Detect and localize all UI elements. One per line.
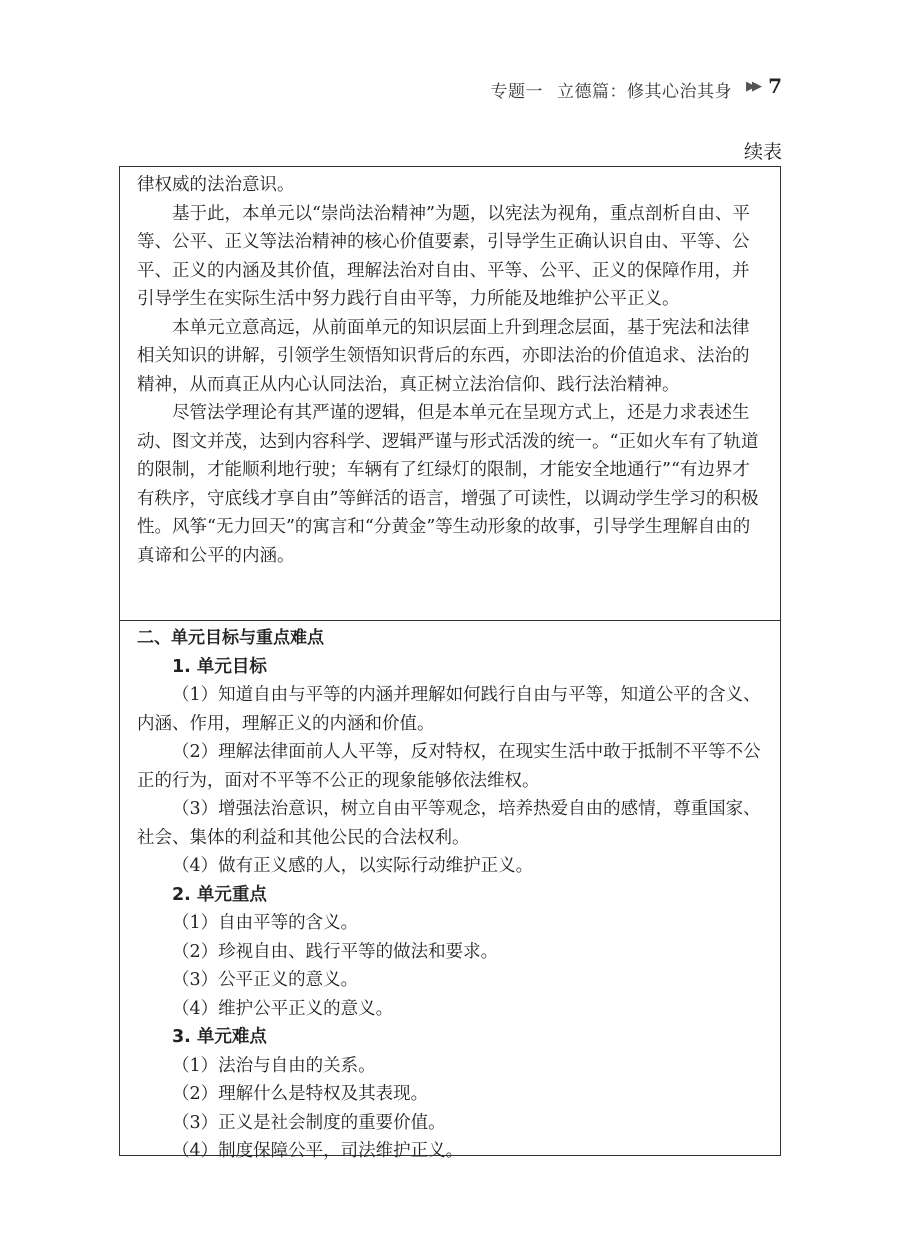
paragraph: 本单元立意高远，从前面单元的知识层面上升到理念层面，基于宪法和法律相关知识的讲解，引领学生领悟知识背后的东西，亦即法治的价值追求、法治的精神，从而真正从内心认同法治，真正树立法治信仰、践行法治精神。 [137, 317, 750, 395]
paragraph: 尽管法学理论有其严谨的逻辑，但是本单元在呈现方式上，还是力求表述生动、图文并茂，达到内容科学、逻辑严谨与形式活泼的统一。“正如火车有了轨道的限制，才能顺利地行驶；车辆有了红绿灯的限制，才能安全地通行”“有边界才有秩序，守底线才享自由”等鲜活的语言，增强了可读性，以调动学生学习的积极性。风筝“无力回天”的寓言和“分黄金”等生动形象的故事，引导学生理解自由的真谛和公平的内涵。 [137, 403, 759, 566]
double-arrow-icon: ▶▶ [746, 79, 758, 94]
header-topic: 专题一 [490, 82, 543, 102]
list-item: （3）增强法治意识，树立自由平等观念，培养热爱自由的感情，尊重国家、社会、集体的利益和其他公民的合法权利。 [137, 799, 761, 848]
list-item: （2）理解法律面前人人平等，反对特权，在现实生活中敢于抵制不平等不公正的行为，面对不平等不公正的现象能够依法维权。 [137, 742, 761, 791]
table-continued-label: 续表 [743, 141, 782, 163]
running-header [0, 0, 900, 120]
list-item: （1）法治与自由的关系。 [172, 1055, 376, 1076]
list-item: （4）制度保障公平，司法维护正义。 [172, 1141, 464, 1161]
overview-text [137, 171, 765, 570]
running-header-title [491, 77, 733, 102]
list-item: （3）公平正义的意义。 [172, 970, 359, 990]
list-item: （2）珍视自由、践行平等的做法和要求。 [172, 941, 499, 962]
content-table [119, 166, 781, 1161]
list-item: （1）自由平等的含义。 [172, 913, 359, 933]
list-item: （4）做有正义感的人，以实际行动维护正义。 [172, 856, 534, 876]
subheading-key-points: 2. 单元重点 [172, 884, 267, 905]
table-cell-goals [120, 621, 780, 1161]
subheading-difficulties: 3. 单元难点 [172, 1027, 267, 1047]
subheading-goals: 1. 单元目标 [172, 656, 267, 677]
paragraph: 基于此，本单元以“崇尚法治精神”为题，以宪法为视角，重点剖析自由、平等、公平、正义等法治精神的核心价值要素，引导学生正确认识自由、平等、公平、正义的内涵及其价值，理解法治对自由、平等、公平、正义的保障作用，并引导学生在实际生活中努力践行自由平等，力所能及地维护公平正义。 [137, 203, 750, 309]
list-item: （2）理解什么是特权及其表现。 [172, 1084, 429, 1104]
goals-text [137, 624, 765, 1166]
list-item: （4）维护公平正义的意义。 [172, 998, 394, 1019]
section-heading: 二、单元目标与重点难点 [137, 628, 324, 648]
header-section: 立德篇：修其心治其身 [557, 82, 732, 102]
page-number: 7 [768, 74, 782, 98]
list-item: （3）正义是社会制度的重要价值。 [172, 1112, 446, 1133]
table-cell-overview [120, 167, 780, 621]
paragraph: 律权威的法治意识。 [137, 175, 295, 195]
list-item: （1）知道自由与平等的内涵并理解如何践行自由与平等，知道公平的含义、内涵、作用，理解正义的内涵和价值。 [137, 685, 761, 734]
